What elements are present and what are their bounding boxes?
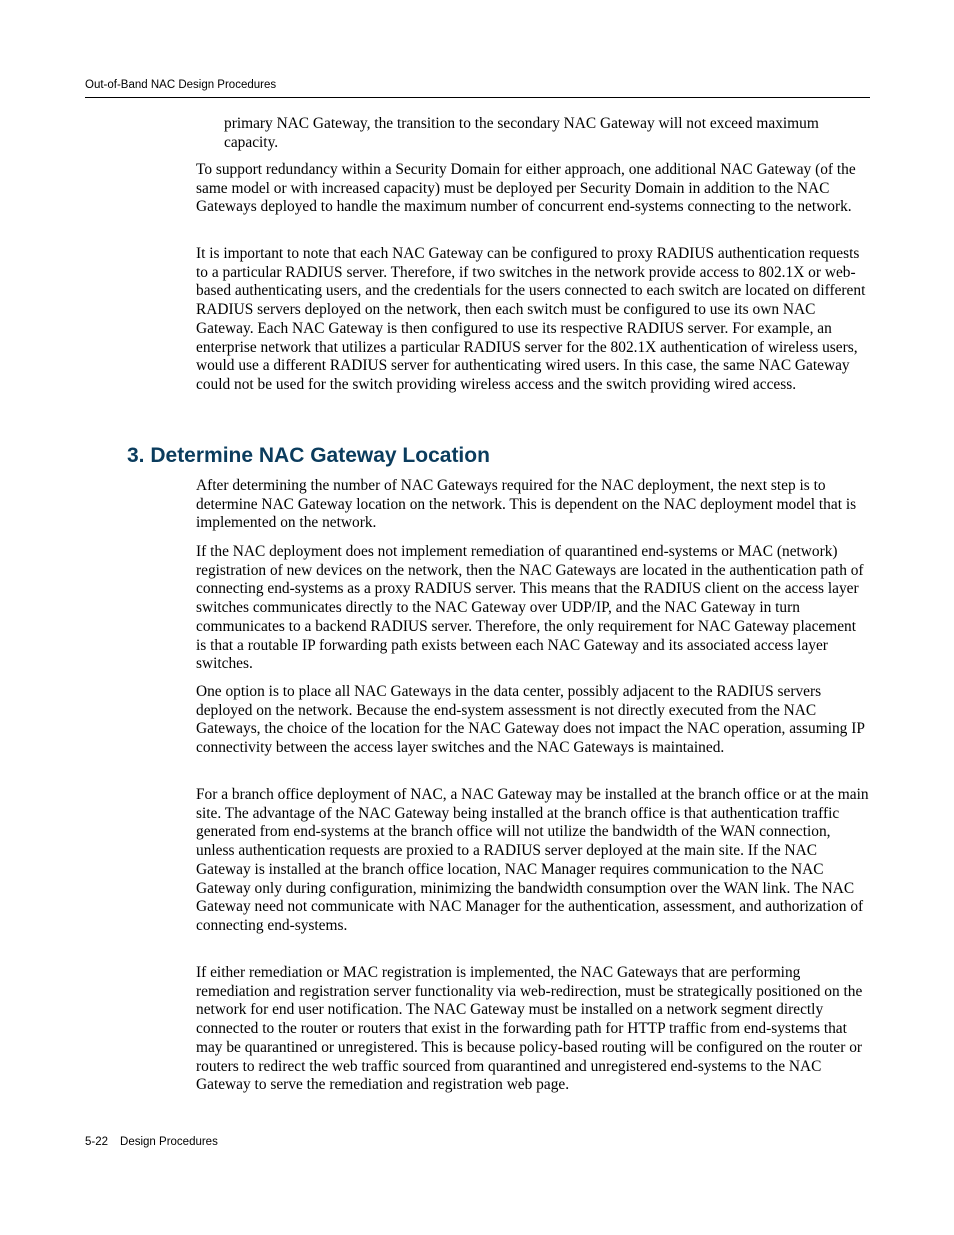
header-rule: [85, 97, 870, 98]
paragraph-location-intro: After determining the number of NAC Gateways required for the NAC deployment, the next step is to determine NAC Gateway location on the network. This is dependent on the NAC deployment model that is implemented on the network.: [196, 477, 857, 532]
section-heading: 3. Determine NAC Gateway Location: [127, 444, 490, 467]
paragraph-redundancy: To support redundancy within a Security Domain for either approach, one additional NAC Gateway (of the same model or with increased capacity) must be deployed per Security Domain in addition to the NAC Gateways deployed to handle the maximum number of concurrent end-systems connecting to the network.: [196, 161, 856, 216]
paragraph-data-center: One option is to place all NAC Gateways in the data center, possibly adjacent to the RADIUS servers deployed on the network. Because the end-system assessment is not directly executed from the NAC Gateways, the choice of the location for the NAC Gateway does not impact the NAC operation, assuming IP connectivity between the access layer switches and the NAC Gateways is maintained.: [196, 683, 865, 757]
paragraph-branch-office: For a branch office deployment of NAC, a NAC Gateway may be installed at the branch office or at the main site. The advantage of the NAC Gateway being installed at the branch office is that authentication traffic generated from end-systems at the branch office will not utilize the bandwidth of the WAN connection, unless authentication requests are proxied to a RADIUS server deployed at the main site. If the NAC Gateway is installed at the branch office location, NAC Manager requires communication to the NAC Gateway only during configuration, minimizing the bandwidth consumption over the WAN link. The NAC Gateway need not communicate with NAC Manager for the authentication, assessment, and authorization of connecting end-systems.: [196, 786, 869, 934]
running-header: Out-of-Band NAC Design Procedures: [85, 79, 277, 91]
paragraph-remediation: If either remediation or MAC registration is implemented, the NAC Gateways that are performing remediation and registration server functionality via web-redirection, must be strategically positioned on the network for end user notification. The NAC Gateway must be installed on a network segment directly connected to the router or routers that exist in the forwarding path for HTTP traffic from end-systems that may be quarantined or unregistered. This is because policy-based routing will be configured on the router or routers to redirect the web traffic sourced from quarantined and unregistered end-systems to the NAC Gateway to serve the remediation and registration web page.: [196, 964, 863, 1094]
page-number: 5-22: [85, 1136, 109, 1148]
paragraph-no-remediation: If the NAC deployment does not implement remediation of quarantined end-systems or MAC (network) registration of new devices on the network, then the NAC Gateways are located in the authentication path of connecting end-systems as a proxy RADIUS server. This means that the RADIUS client on the access layer switches communicates directly to the NAC Gateway over UDP/IP, and the NAC Gateway in turn communicates to a backend RADIUS server. Therefore, the only requirement for NAC Gateway placement is that a routable IP forwarding path exists between each NAC Gateway and its associated access layer switches.: [196, 543, 864, 673]
footer-section: Design Procedures: [120, 1136, 218, 1148]
continuation-paragraph: primary NAC Gateway, the transition to the secondary NAC Gateway will not exceed maximum capacity.: [224, 115, 819, 151]
page-footer: [85, 1136, 218, 1148]
paragraph-radius-proxy: It is important to note that each NAC Gateway can be configured to proxy RADIUS authentication requests to a particular RADIUS server. Therefore, if two switches in the network provide access to 802.1X or web-based authenticating users, and the credentials for the users connected to each switch are located on different RADIUS servers deployed on the network, then each switch must be configured to use its own NAC Gateway. Each NAC Gateway is then configured to use its respective RADIUS server. For example, an enterprise network that utilizes a particular RADIUS server for the 802.1X authentication of wireless users, would use a different RADIUS server for authenticating wired users. In this case, the same NAC Gateway could not be used for the switch providing wireless access and the switch providing wired access.: [196, 245, 866, 393]
